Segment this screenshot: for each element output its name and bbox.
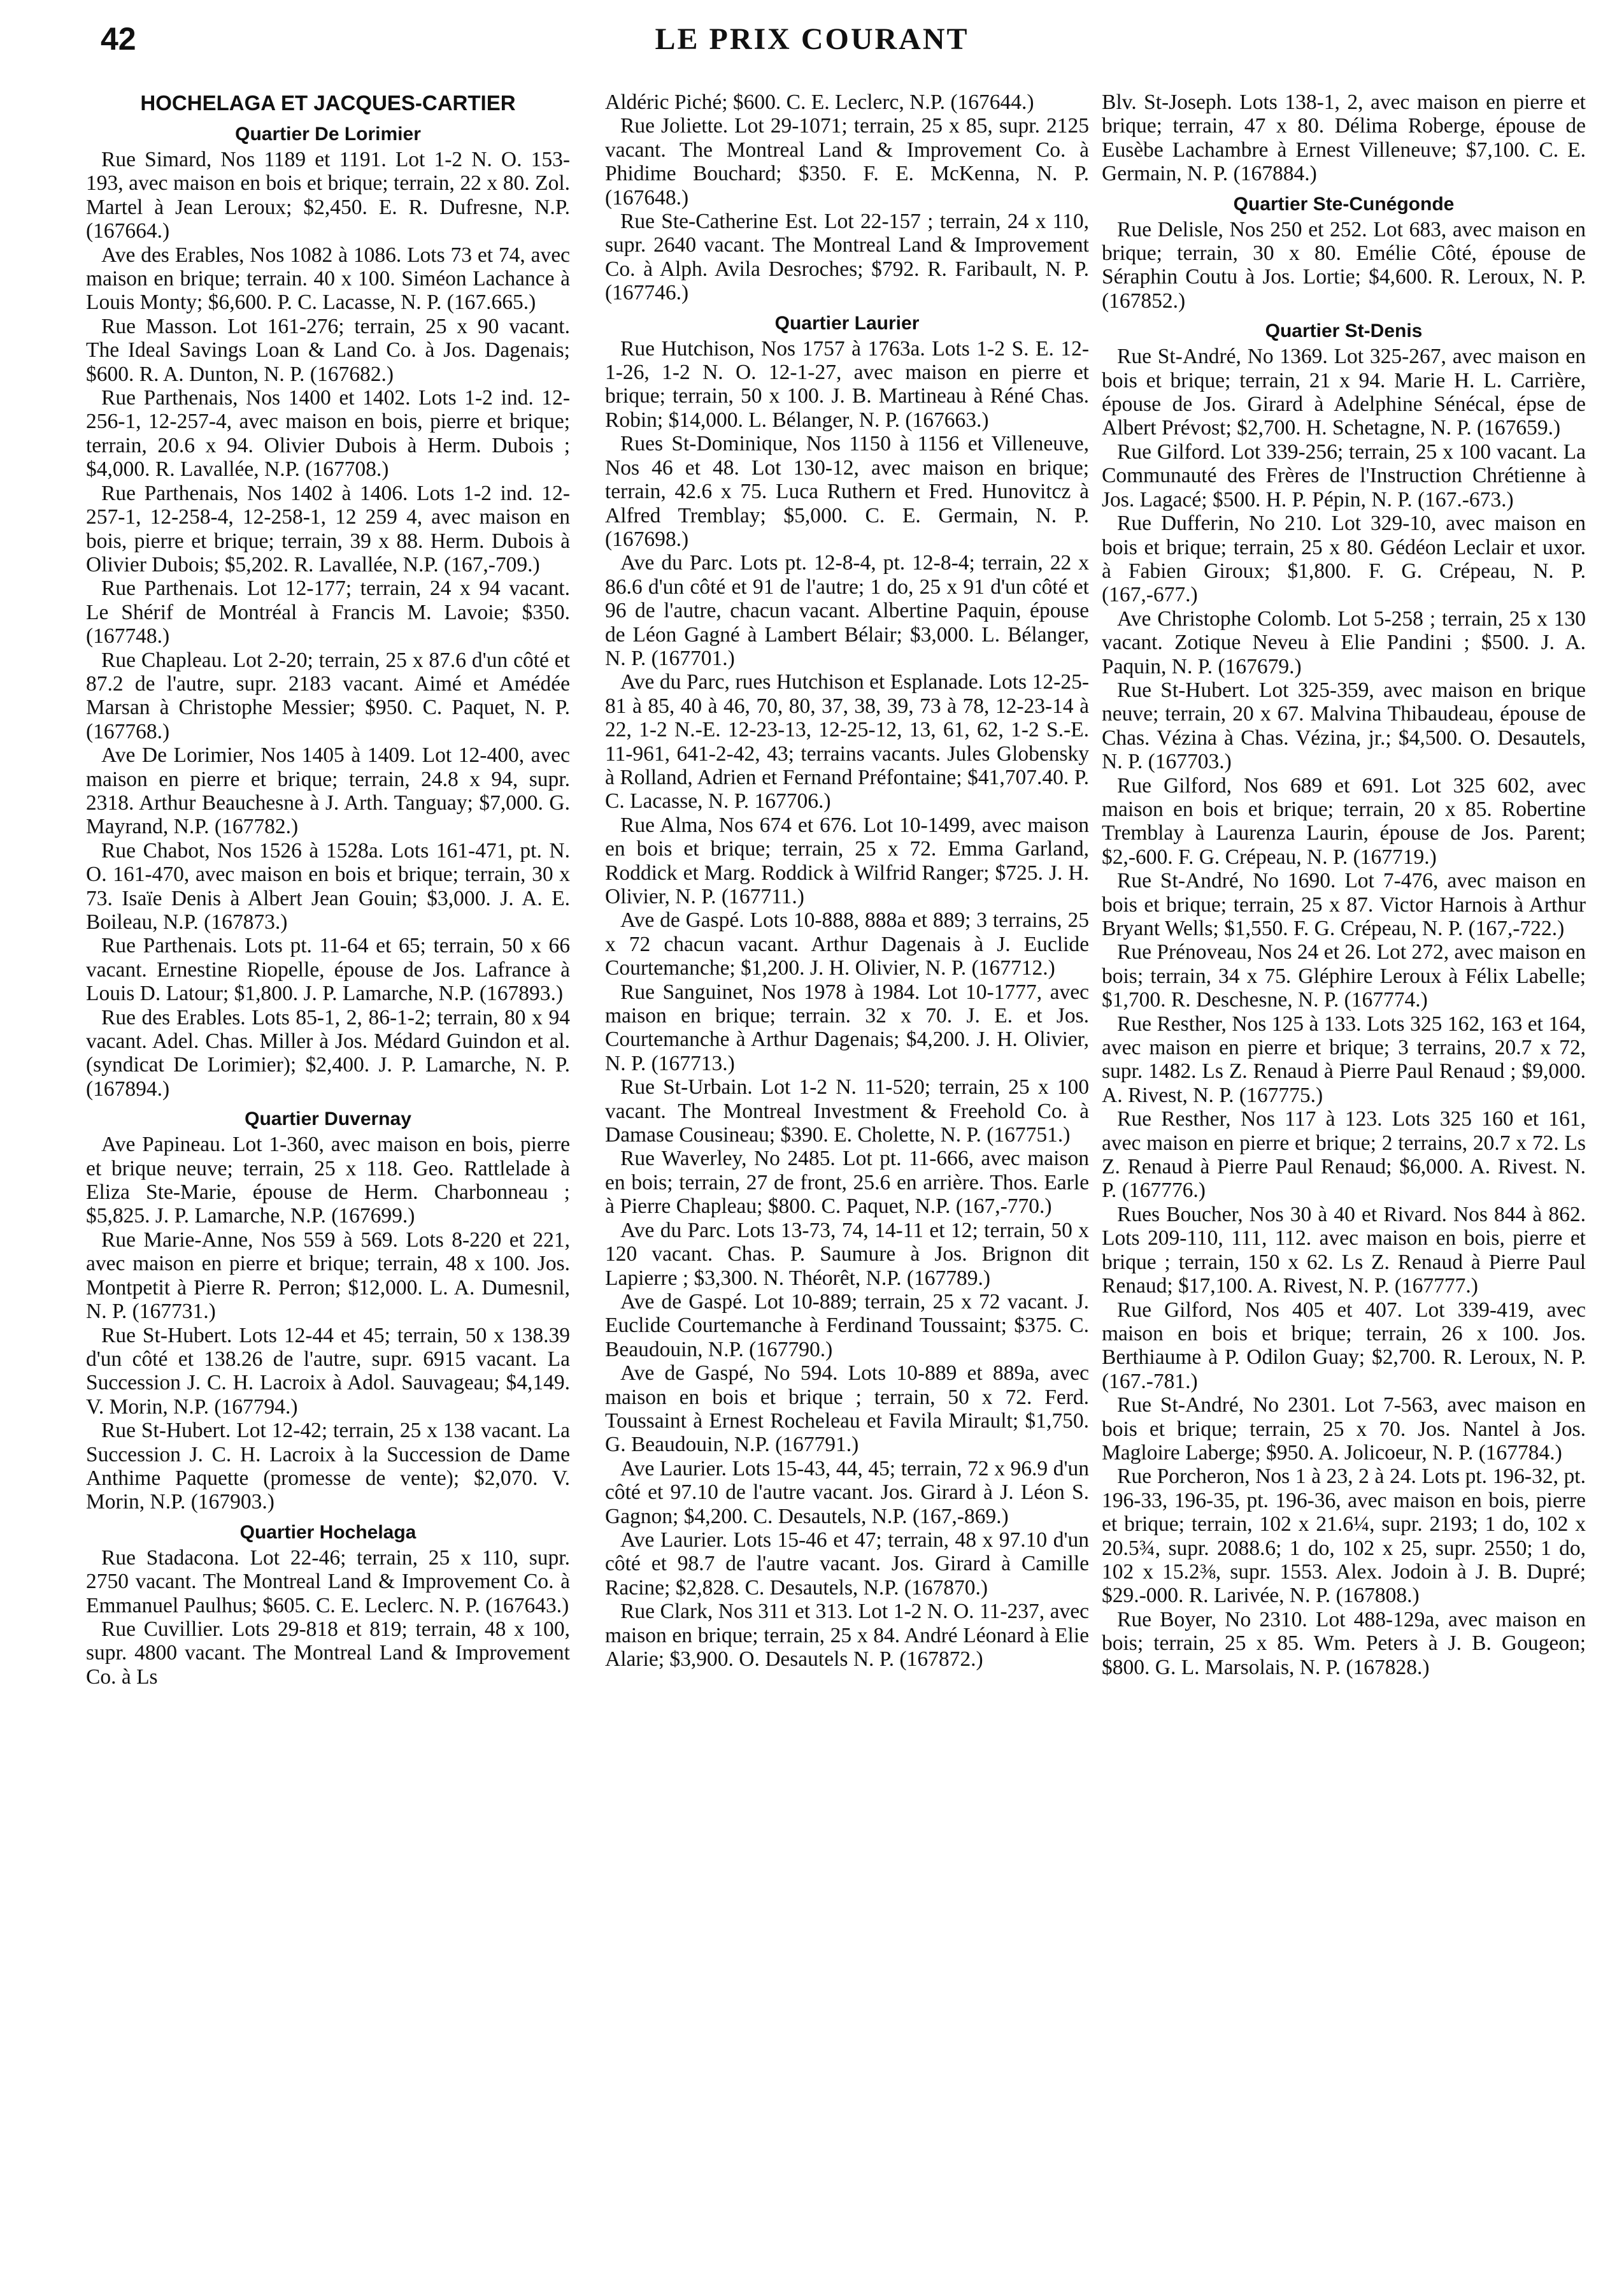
- section-heading: Quartier Ste-Cunégonde: [1233, 193, 1455, 215]
- transaction-entry: Rue Parthenais, Nos 1402 à 1406. Lots 1-2 ind. 12-257-1, 12-258-4, 12-258-1, 12 259 4, avec maison en bois, pierre et brique; terrain, 39 x 88. Herm. Dubois à Olivier Dubois; $5,202. R. Lavallée, N.P. (167,-709.): [86, 481, 570, 577]
- transaction-entry: Rues St-Dominique, Nos 1150 à 1156 et Villeneuve, Nos 46 et 48. Lot 130-12, avec maison en brique; terrain, 42.6 x 75. Luca Ruthern et Fred. Hunovitcz à Alfred Tremblay; $5,000. C. E. Germain, N. P. (167698.): [605, 432, 1089, 551]
- section-heading: Quartier Duvernay: [245, 1108, 411, 1130]
- transaction-entry: Rue St-Urbain. Lot 1-2 N. 11-520; terrain, 25 x 100 vacant. The Montreal Investment & Freehold Co. à Damase Cousineau; $390. E. Cholette, N. P. (167751.): [605, 1075, 1089, 1147]
- section-heading: Quartier Hochelaga: [239, 1521, 417, 1543]
- transaction-entry: Rue Porcheron, Nos 1 à 23, 2 à 24. Lots pt. 196-32, pt. 196-33, 196-35, pt. 196-36, avec maison en bois, pierre et brique; terrain, 102 x 21.6¼, supr. 2193; 1 do, 102 x 20.5¾, supr. 2088.6; 1 do, 102 x 25, supr. 2550; 1 do, 102 x 15.2⅜, supr. 1553. Alex. Jodoin à J. B. Dupré; $29.-000. R. Larivée, N. P. (167808.): [1102, 1465, 1586, 1608]
- entry-continuation: Blv. St-Joseph. Lots 138-1, 2, avec maison en pierre et brique; terrain, 47 x 80. Délima Roberge, épouse de Eusèbe Lachambre à Ernest Villeneuve; $7,100. C. E. Germain, N. P. (167884.): [1102, 90, 1586, 186]
- transaction-entry: Rue St-André, No 2301. Lot 7-563, avec maison en bois et brique; terrain, 25 x 70. Jos. Nantel à Jos. Magloire Laberge; $950. A. Jolicoeur, N. P. (167784.): [1102, 1393, 1586, 1465]
- transaction-entry: Rue Resther, Nos 125 à 133. Lots 325 162, 163 et 164, avec maison en pierre et brique; 3 terrains, 20.7 x 72, supr. 1482. Ls Z. Renaud à Pierre Paul Renaud ; $9,000. A. Rivest, N. P. (167775.): [1102, 1012, 1586, 1107]
- transaction-entry: Rue Masson. Lot 161-276; terrain, 25 x 90 vacant. The Ideal Savings Loan & Land Co. à Jos. Dagenais; $600. R. A. Dunton, N. P. (167682.): [86, 314, 570, 386]
- transaction-entry: Rue Alma, Nos 674 et 676. Lot 10-1499, avec maison en bois et brique; terrain, 25 x 72. Emma Garland, Roddick et Marg. Roddick à Wilfrid Ranger; $725. J. H. Olivier, N. P. (167711.): [605, 813, 1089, 908]
- transaction-entry: Rue St-Hubert. Lots 12-44 et 45; terrain, 50 x 138.39 d'un côté et 138.26 de l'autre, supr. 6915 vacant. La Succession J. C. H. Lacroix à Adol. Sauvageau; $4,149. V. Morin, N.P. (167794.): [86, 1323, 570, 1419]
- transaction-entry: Rue Delisle, Nos 250 et 252. Lot 683, avec maison en brique; terrain, 30 x 80. Emélie Côté, épouse de Séraphin Coutu à Jos. Lortie; $4,600. R. Leroux, N. P. (167852.): [1102, 217, 1586, 313]
- transaction-entry: Rue Boyer, No 2310. Lot 488-129a, avec maison en bois; terrain, 25 x 85. Wm. Peters à J. B. Gougeon; $800. G. L. Marsolais, N. P. (167828.): [1102, 1607, 1586, 1679]
- transaction-entry: Rue Parthenais. Lots pt. 11-64 et 65; terrain, 50 x 66 vacant. Ernestine Riopelle, épouse de Jos. Lafrance à Louis D. Latour; $1,800. J. P. Lamarche, N.P. (167893.): [86, 934, 570, 1006]
- transaction-entry: Rue Sanguinet, Nos 1978 à 1984. Lot 10-1777, avec maison en brique; terrain. 32 x 70. J. E. et Jos. Courtemanche à Arthur Dagenais; $4,200. J. H. Olivier, N. P. (167713.): [605, 980, 1089, 1075]
- transaction-entry: Ave du Parc, rues Hutchison et Esplanade. Lots 12-25-81 à 85, 40 à 46, 70, 80, 37, 38, 39, 73 à 78, 12-23-14 à 22, 1-2 N.-E. 12-23-13, 12-25-12, 13, 61, 62, 1-2 S.-E. 11-961, 641-2-42, 43; terrains vacants. Jules Globensky à Rolland, Adrien et Fernand Préfontaine; $41,707.40. P. C. Lacasse, N. P. 167706.): [605, 670, 1089, 813]
- transaction-entry: Rue Waverley, No 2485. Lot pt. 11-666, avec maison en bois; terrain, 27 de front, 25.6 en arrière. Thos. Earle à Pierre Chapleau; $800. C. Paquet, N.P. (167,-770.): [605, 1147, 1089, 1219]
- transaction-entry: Rue Clark, Nos 311 et 313. Lot 1-2 N. O. 11-237, avec maison en brique; terrain, 25 x 84. André Léonard à Elie Alarie; $3,900. O. Desautels N. P. (167872.): [605, 1600, 1089, 1671]
- transaction-entry: Rue St-André, No 1690. Lot 7-476, avec maison en bois et brique; terrain, 25 x 87. Victor Harnois à Arthur Bryant Wells; $1,550. F. G. Crépeau, N. P. (167,-722.): [1102, 869, 1586, 940]
- transaction-entry: Rue Chabot, Nos 1526 à 1528a. Lots 161-471, pt. N. O. 161-470, avec maison en bois et brique; terrain, 30 x 73. Isaïe Denis à Albert Jean Gouin; $3,000. J. A. E. Boileau, N.P. (167873.): [86, 838, 570, 934]
- transaction-entry: Ave Christophe Colomb. Lot 5-258 ; terrain, 25 x 130 vacant. Zotique Neveu à Elie Pandini ; $500. J. A. Paquin, N. P. (167679.): [1102, 606, 1586, 678]
- transaction-entry: Rue Hutchison, Nos 1757 à 1763a. Lots 1-2 S. E. 12-1-26, 1-2 N. O. 12-1-27, avec maison en pierre et brique; terrain, 50 x 100. J. B. Martineau à Réné Chas. Robin; $14,000. L. Bélanger, N. P. (167663.): [605, 336, 1089, 432]
- transaction-entry: Ave du Parc. Lots pt. 12-8-4, pt. 12-8-4; terrain, 22 x 86.6 d'un côté et 91 de l'autre; 1 do, 25 x 91 d'un côté et 96 de l'autre, chacun vacant. Albertine Paquin, épouse de Léon Gagné à Lambert Bélair; $3,000. L. Bélanger, N. P. (167701.): [605, 551, 1089, 670]
- column-2: [605, 90, 1089, 1671]
- running-title: LE PRIX COURANT: [655, 22, 969, 56]
- section-heading: Quartier Laurier: [774, 312, 920, 334]
- column-3: [1102, 90, 1586, 1679]
- transaction-entry: Rue Joliette. Lot 29-1071; terrain, 25 x 85, supr. 2125 vacant. The Montreal Land & Improvement Co. à Phidime Bouchard; $350. F. E. McKenna, N. P. (167648.): [605, 114, 1089, 210]
- transaction-entry: Ave Laurier. Lots 15-43, 44, 45; terrain, 72 x 96.9 d'un côté et 97.10 de l'autre vacant. Jos. Girard à J. Léon S. Gagnon; $4,200. C. Desautels, N.P. (167,-869.): [605, 1456, 1089, 1528]
- transaction-entry: Rue Chapleau. Lot 2-20; terrain, 25 x 87.6 d'un côté et 87.2 de l'autre, supr. 2183 vacant. Aimé et Amédée Marsan à Christophe Messier; $950. C. Paquet, N. P. (167768.): [86, 648, 570, 743]
- section-heading: Quartier De Lorimier: [235, 124, 421, 145]
- transaction-entry: Ave de Gaspé. Lots 10-888, 888a et 889; 3 terrains, 25 x 72 chacun vacant. Arthur Dagenais à J. Euclide Courtemanche; $1,200. J. H. Olivier, N. P. (167712.): [605, 908, 1089, 980]
- transaction-entry: Ave Papineau. Lot 1-360, avec maison en bois, pierre et brique neuve; terrain, 25 x 118. Geo. Rattlelade à Eliza Ste-Marie, épouse de Herm. Charbonneau ; $5,825. J. P. Lamarche, N.P. (167699.): [86, 1133, 570, 1228]
- transaction-entry: Rue Stadacona. Lot 22-46; terrain, 25 x 110, supr. 2750 vacant. The Montreal Land & Improvement Co. à Emmanuel Paulhus; $605. C. E. Leclerc. N. P. (167643.): [86, 1545, 570, 1617]
- page-number: 42: [101, 21, 136, 57]
- transaction-entry: Ave De Lorimier, Nos 1405 à 1409. Lot 12-400, avec maison en pierre et brique; terrain, 24.8 x 94, supr. 2318. Arthur Beauchesne à J. Arth. Tanguay; $7,000. G. Mayrand, N.P. (167782.): [86, 743, 570, 839]
- transaction-entry: Rue Simard, Nos 1189 et 1191. Lot 1-2 N. O. 153-193, avec maison en bois et brique; terrain, 22 x 80. Zol. Martel à Jean Leroux; $2,450. E. R. Dufresne, N.P. (167664.): [86, 148, 570, 243]
- transaction-entry: Ave de Gaspé. Lot 10-889; terrain, 25 x 72 vacant. J. Euclide Courtemanche à Ferdinand Toussaint; $375. C. Beaudouin, N.P. (167790.): [605, 1289, 1089, 1361]
- transaction-entry: Rue Gilford. Lot 339-256; terrain, 25 x 100 vacant. La Communauté des Frères de l'Instruction Chrétienne à Jos. Lagacé; $500. H. P. Pépin, N. P. (167.-673.): [1102, 440, 1586, 512]
- transaction-entry: Ave de Gaspé, No 594. Lots 10-889 et 889a, avec maison en bois et brique ; terrain, 50 x 72. Ferd. Toussaint à Ernest Rocheleau et Favila Mirault; $1,750. G. Beaudouin, N.P. (167791.): [605, 1361, 1089, 1457]
- transaction-entry: Rue Dufferin, No 210. Lot 329-10, avec maison en bois et brique; terrain, 25 x 80. Gédéon Leclair et uxor. à Fabien Giroux; $1,800. F. G. Crépeau, N. P. (167,-677.): [1102, 512, 1586, 607]
- transaction-entry: Rue Parthenais, Nos 1400 et 1402. Lots 1-2 ind. 12-256-1, 12-257-4, avec maison en bois, pierre et brique; terrain, 20.6 x 94. Olivier Dubois à Herm. Dubois ; $4,000. R. Lavallée, N.P. (167708.): [86, 386, 570, 482]
- transaction-entry: Rue Ste-Catherine Est. Lot 22-157 ; terrain, 24 x 110, supr. 2640 vacant. The Montreal Land & Improvement Co. à Alph. Avila Desroches; $792. R. Faribault, N. P. (167746.): [605, 210, 1089, 305]
- transaction-entry: Ave Laurier. Lots 15-46 et 47; terrain, 48 x 97.10 d'un côté et 98.7 de l'autre vacant. Jos. Girard à Camille Racine; $2,828. C. Desautels, N.P. (167870.): [605, 1528, 1089, 1600]
- transaction-entry: Rues Boucher, Nos 30 à 40 et Rivard. Nos 844 à 862. Lots 209-110, 111, 112. avec maison en bois, pierre et brique ; terrain, 150 x 62. Ls Z. Renaud à Pierre Paul Renaud; $17,100. A. Rivest, N. P. (167777.): [1102, 1202, 1586, 1298]
- transaction-entry: Ave du Parc. Lots 13-73, 74, 14-11 et 12; terrain, 50 x 120 vacant. Chas. P. Saumure à Jos. Brignon dit Lapierre ; $3,300. N. Théorêt, N.P. (167789.): [605, 1218, 1089, 1290]
- section-heading: Quartier St-Denis: [1265, 320, 1423, 342]
- transaction-entry: Rue Gilford, Nos 405 et 407. Lot 339-419, avec maison en bois et brique; terrain, 26 x 100. Jos. Berthiaume à P. Odilon Guay; $2,700. R. Leroux, N. P. (167.-781.): [1102, 1298, 1586, 1393]
- transaction-entry: Rue Parthenais. Lot 12-177; terrain, 24 x 94 vacant. Le Shérif de Montréal à Francis M. Lavoie; $350. (167748.): [86, 577, 570, 648]
- column-1: [86, 90, 570, 1689]
- transaction-entry: Rue Cuvillier. Lots 29-818 et 819; terrain, 48 x 100, supr. 4800 vacant. The Montreal Land & Improvement Co. à Ls: [86, 1617, 570, 1689]
- transaction-entry: Rue des Erables. Lots 85-1, 2, 86-1-2; terrain, 80 x 94 vacant. Adel. Chas. Miller à Jos. Médard Guindon et al. (syndicat De Lorimier); $2,400. J. P. Lamarche, N. P. (167894.): [86, 1005, 570, 1101]
- section-heading: HOCHELAGA ET JACQUES-CARTIER: [140, 91, 516, 115]
- transaction-entry: Rue Gilford, Nos 689 et 691. Lot 325 602, avec maison en bois et brique; terrain, 20 x 85. Robertine Tremblay à Laurenza Laurin, épouse de Jos. Parent; $2,-600. F. G. Crépeau, N. P. (167719.): [1102, 773, 1586, 869]
- transaction-entry: Rue Prénoveau, Nos 24 et 26. Lot 272, avec maison en bois; terrain, 34 x 75. Gléphire Leroux à Félix Labelle; $1,700. R. Deschesne, N. P. (167774.): [1102, 940, 1586, 1012]
- transaction-entry: Rue St-Hubert. Lot 325-359, avec maison en brique neuve; terrain, 20 x 67. Malvina Thibaudeau, épouse de Chas. Vézina à Chas. Vézina, jr.; $4,500. O. Desautels, N. P. (167703.): [1102, 678, 1586, 774]
- transaction-entry: Rue St-Hubert. Lot 12-42; terrain, 25 x 138 vacant. La Succession J. C. H. Lacroix à la Succession de Dame Anthime Paquette (promesse de vente); $2,070. V. Morin, N.P. (167903.): [86, 1419, 570, 1514]
- transaction-entry: Rue Resther, Nos 117 à 123. Lots 325 160 et 161, avec maison en pierre et brique; 2 terrains, 20.7 x 72. Ls Z. Renaud à Pierre Paul Renaud; $6,000. A. Rivest. N. P. (167776.): [1102, 1107, 1586, 1203]
- transaction-entry: Rue Marie-Anne, Nos 559 à 569. Lots 8-220 et 221, avec maison en pierre et brique; terrain, 48 x 100. Jos. Montpetit à Pierre R. Perron; $12,000. L. A. Dumesnil, N. P. (167731.): [86, 1228, 570, 1324]
- entry-continuation: Aldéric Piché; $600. C. E. Leclerc, N.P. (167644.): [605, 90, 1034, 114]
- transaction-entry: Rue St-André, No 1369. Lot 325-267, avec maison en bois et brique; terrain, 21 x 94. Marie H. L. Carrière, épouse de Jos. Girard à Adelphine Sénécal, épse de Albert Prévost; $2,700. H. Schetagne, N. P. (167659.): [1102, 345, 1586, 440]
- transaction-entry: Ave des Erables, Nos 1082 à 1086. Lots 73 et 74, avec maison en brique; terrain. 40 x 100. Siméon Lachance à Louis Monty; $6,600. P. C. Lacasse, N. P. (167.665.): [86, 243, 570, 315]
